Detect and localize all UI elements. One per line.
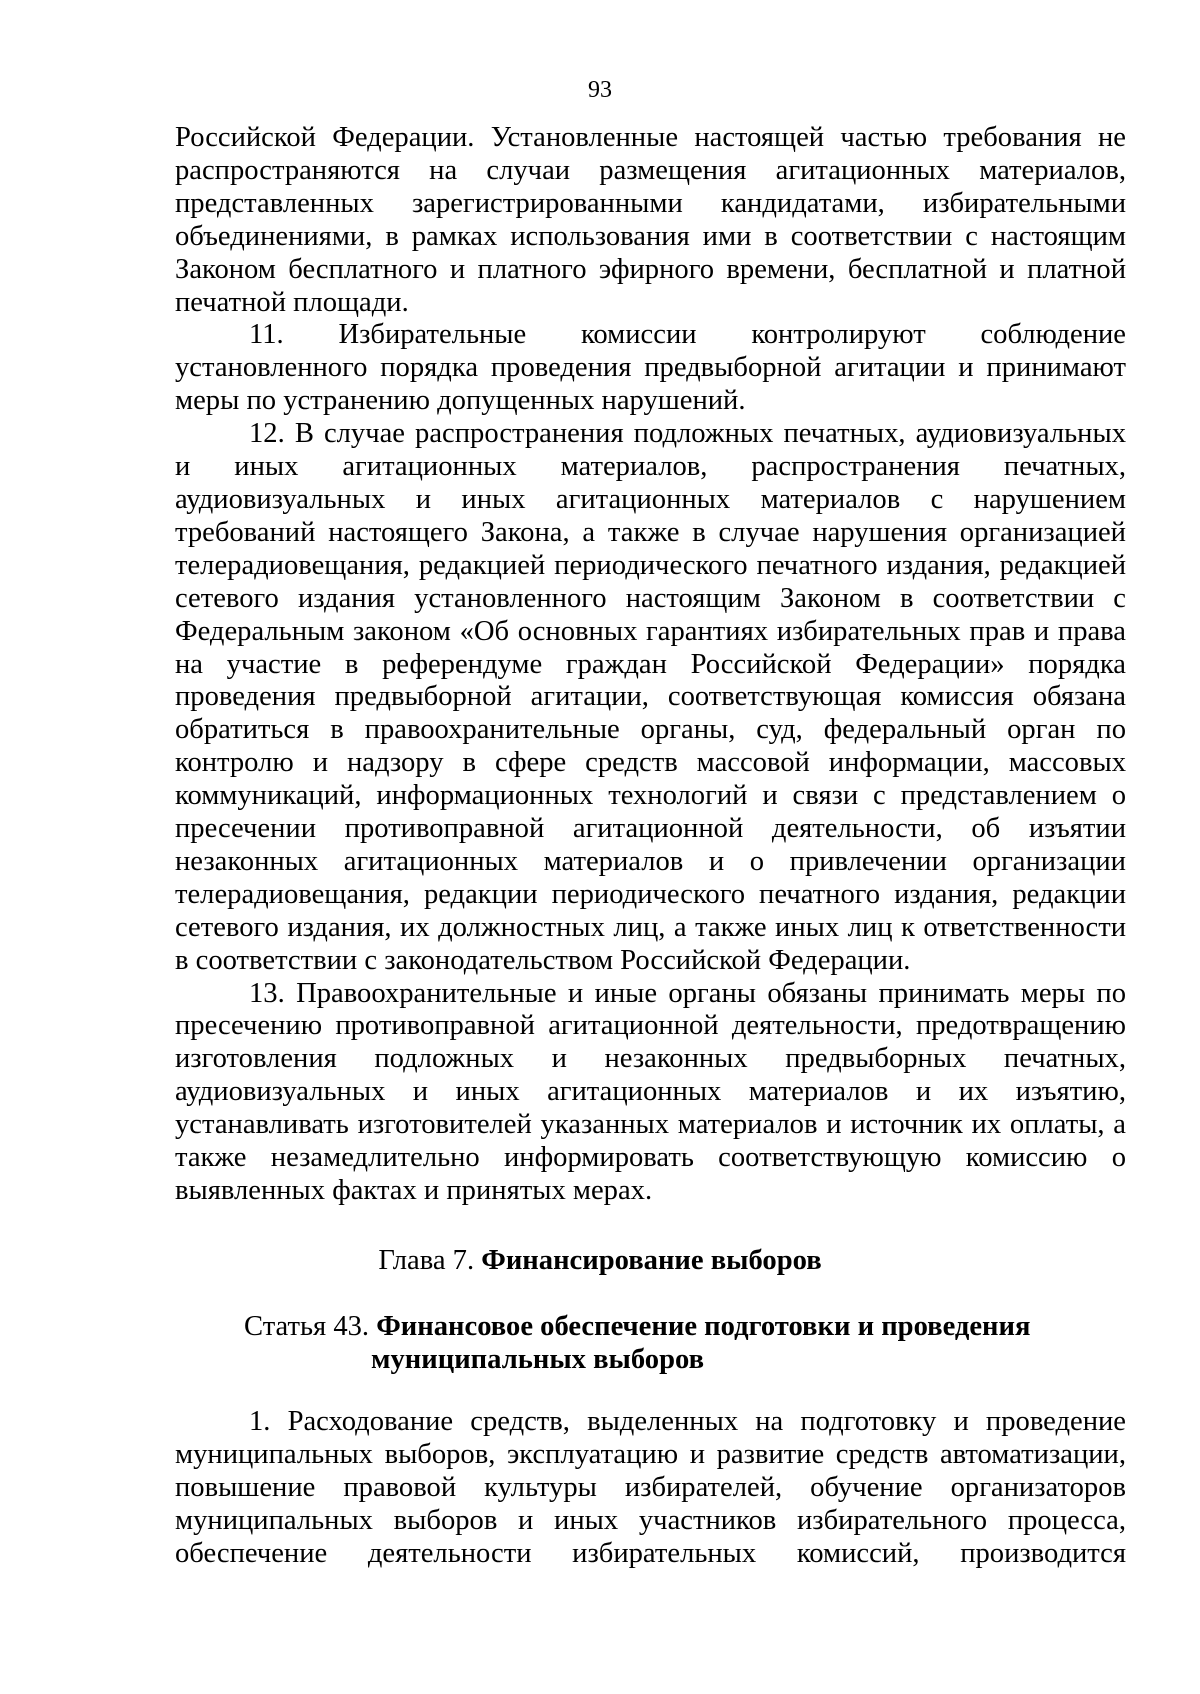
article-title-line2: муниципальных выборов	[371, 1344, 705, 1375]
paragraph-article-43-item-1: 1. Расходование средств, выделенных на подготовку и проведение муниципальных выборов, эксплуатацию и развитие средств автоматизации, повышение правовой культуры избирателей, обучение организаторов муниципальных выборов и иных участников избирательного процесса, обеспечение деятельности избирательных комиссий, производится	[175, 1406, 1126, 1569]
chapter-heading	[0, 1244, 1200, 1277]
article-prefix: Статья 43.	[244, 1311, 377, 1342]
article-title-line1: Финансовое обеспечение подготовки и проведения	[376, 1311, 1031, 1342]
chapter-prefix: Глава 7.	[378, 1245, 482, 1276]
paragraph-item-11: 11. Избирательные комиссии контролируют соблюдение установленного порядка проведения предвыборной агитации и принимают меры по устранению допущенных нарушений.	[175, 319, 1126, 417]
body-text-top	[175, 122, 1126, 1208]
paragraph-item-12: 12. В случае распространения подложных печатных, аудиовизуальных и иных агитационных материалов, распространения печатных, аудиовизуальных и иных агитационных материалов с нарушением требований настоящего Закона, а также в случае нарушения организацией телерадиовещания, редакцией периодического печатного издания, редакцией сетевого издания установленного настоящим Законом в соответствии с Федеральным законом «Об основных гарантиях избирательных прав и права на участие в референдуме граждан Российской Федерации» порядка проведения предвыборной агитации, соответствующая комиссия обязана обратиться в правоохранительные органы, суд, федеральный орган по контролю и надзору в сфере средств массовой информации, массовых коммуникаций, информационных технологий и связи с представлением о пресечении противоправной агитационной деятельности, об изъятии незаконных агитационных материалов и о привлечении организации телерадиовещания, редакции периодического печатного издания, редакции сетевого издания, их должностных лиц, а также иных лиц к ответственности в соответствии с законодательством Российской Федерации.	[175, 418, 1126, 976]
paragraph-continuation: Российской Федерации. Установленные настоящей частью требования не распространяются на случаи размещения агитационных материалов, представленных зарегистрированными кандидатами, избирательными объединениями, в рамках использования ими в соответствии с настоящим Законом бесплатного и платного эфирного времени, бесплатной и платной печатной площади.	[175, 122, 1126, 318]
body-text-bottom	[175, 1406, 1126, 1571]
page-number: 93	[588, 77, 612, 103]
paragraph-item-13: 13. Правоохранительные и иные органы обязаны принимать меры по пресечению противоправной агитационной деятельности, предотвращению изготовления подложных и незаконных предвыборных печатных, аудиовизуальных и иных агитационных материалов и их изъятию, устанавливать изготовителей указанных материалов и источник их оплаты, а также незамедлительно информировать соответствующую комиссию о выявленных фактах и принятых мерах.	[175, 977, 1126, 1206]
article-heading	[244, 1310, 1064, 1376]
chapter-title: Финансирование выборов	[481, 1245, 822, 1276]
